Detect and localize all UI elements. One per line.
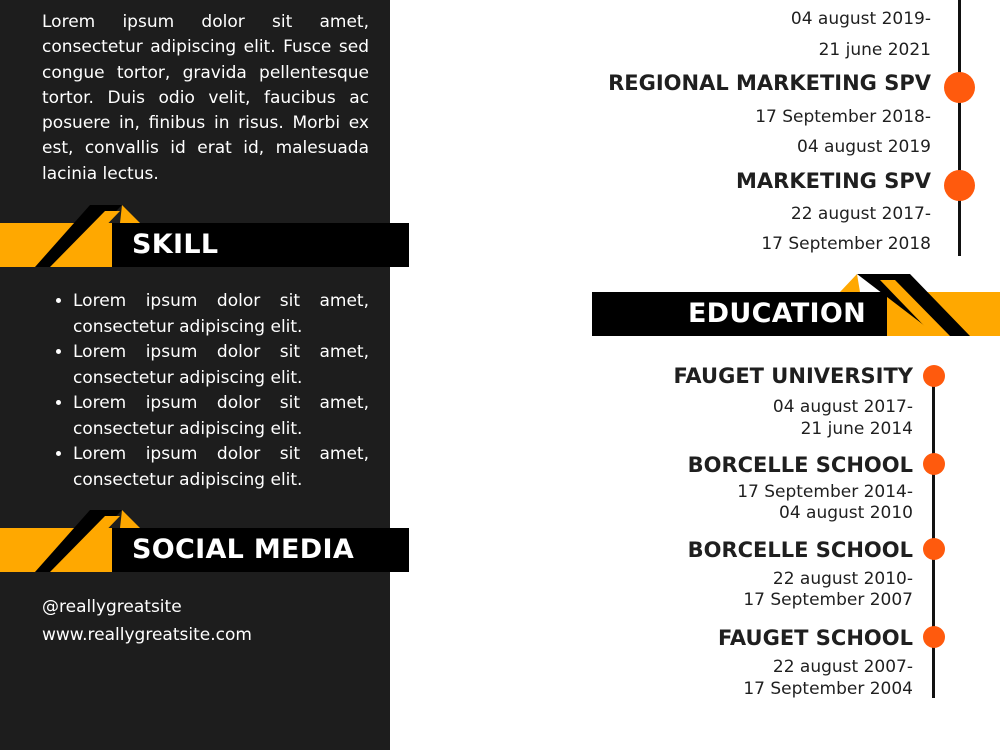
experience-date: 21 june 2021 bbox=[818, 40, 931, 60]
education-section-header bbox=[592, 274, 1000, 336]
list-item: • Lorem ipsum dolor sit amet, consectetur adipiscing elit. bbox=[73, 340, 369, 391]
experience-date: 22 august 2017- bbox=[790, 204, 931, 224]
list-item: • Lorem ipsum dolor sit amet, consectetur adipiscing elit. bbox=[73, 391, 369, 442]
education-timeline-line bbox=[932, 372, 935, 698]
school-name: FAUGET SCHOOL bbox=[717, 626, 913, 650]
education-date: 04 august 2010 bbox=[779, 503, 913, 523]
timeline-dot bbox=[944, 72, 975, 103]
education-date: 21 june 2014 bbox=[800, 419, 913, 439]
education-date: 17 September 2014- bbox=[737, 482, 913, 502]
education-date: 04 august 2017- bbox=[772, 397, 913, 417]
about-paragraph: Lorem ipsum dolor sit amet, consectetur adipiscing elit. Fusce sed congue tortor, gravida pellentesque tortor. Duis odio velit, faucibus ac posuere in, finibus in risus. Morbi ex est, convallis id erat id, malesuada lacinia lectus. bbox=[42, 12, 369, 184]
school-name: BORCELLE SCHOOL bbox=[687, 453, 913, 477]
job-title: REGIONAL MARKETING SPV bbox=[608, 71, 931, 95]
timeline-dot bbox=[923, 626, 945, 648]
skill-title: SKILL bbox=[112, 223, 409, 267]
education-date: 17 September 2004 bbox=[743, 679, 913, 699]
timeline-dot bbox=[923, 538, 945, 560]
social-media-section-header bbox=[0, 510, 409, 572]
experience-date: 17 September 2018 bbox=[761, 234, 931, 254]
experience-date: 04 august 2019- bbox=[790, 9, 931, 29]
list-item: • Lorem ipsum dolor sit amet, consectetur adipiscing elit. bbox=[73, 442, 369, 493]
education-title: EDUCATION bbox=[687, 298, 867, 329]
left-panel bbox=[0, 0, 390, 750]
education-date: 17 September 2007 bbox=[743, 590, 913, 610]
list-item: • Lorem ipsum dolor sit amet, consectetur adipiscing elit. bbox=[73, 289, 369, 340]
timeline-dot bbox=[923, 453, 945, 475]
social-media-title: SOCIAL MEDIA bbox=[112, 528, 409, 572]
experience-timeline-line bbox=[958, 0, 961, 256]
school-name: BORCELLE SCHOOL bbox=[687, 538, 913, 562]
experience-date: 17 September 2018- bbox=[755, 107, 931, 127]
experience-date: 04 august 2019 bbox=[797, 137, 931, 157]
skill-list bbox=[42, 289, 369, 493]
website-link[interactable]: www.reallygreatsite.com bbox=[42, 625, 252, 645]
timeline-dot bbox=[944, 170, 975, 201]
job-title: MARKETING SPV bbox=[736, 169, 931, 193]
social-handle: @reallygreatsite bbox=[42, 597, 182, 617]
education-date: 22 august 2010- bbox=[772, 569, 913, 589]
school-name: FAUGET UNIVERSITY bbox=[673, 364, 913, 388]
skill-section-header bbox=[0, 205, 409, 267]
timeline-dot bbox=[923, 365, 945, 387]
education-date: 22 august 2007- bbox=[772, 657, 913, 677]
